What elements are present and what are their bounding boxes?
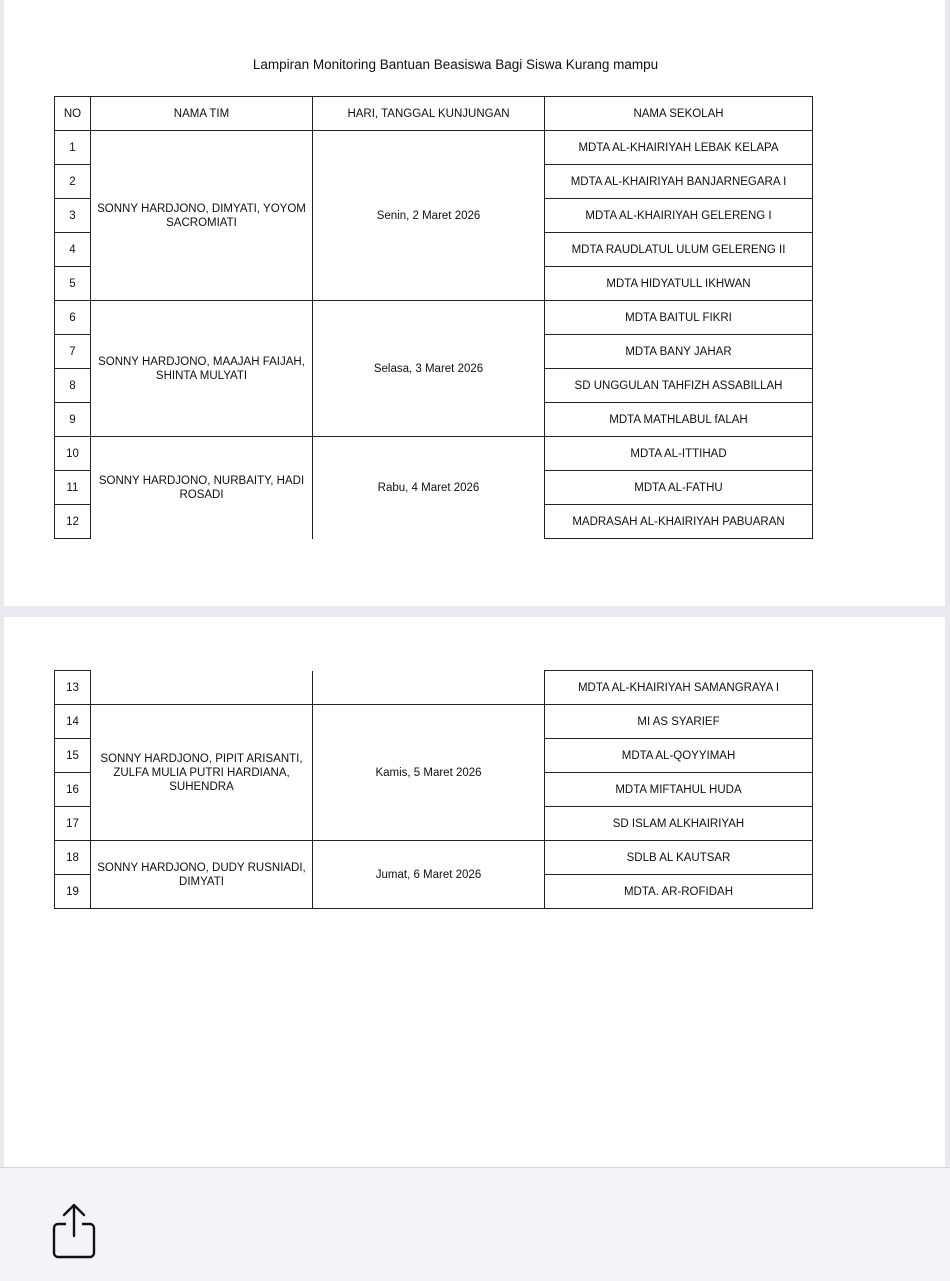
school-name: MADRASAH AL-KHAIRIYAH PABUARAN: [545, 505, 813, 539]
row-no: 13: [55, 671, 91, 705]
row-no: 10: [55, 437, 91, 471]
document-title: Lampiran Monitoring Bantuan Beasiswa Bagi Siswa Kurang mampu: [252, 57, 659, 72]
row-no: 18: [55, 841, 91, 875]
row-no: 4: [55, 233, 91, 267]
row-no: 14: [55, 705, 91, 739]
visit-date: Selasa, 3 Maret 2026: [313, 301, 545, 437]
row-no: 16: [55, 773, 91, 807]
school-name: MDTA AL-ITTIHAD: [545, 437, 813, 471]
header-nama-sekolah: NAMA SEKOLAH: [545, 97, 813, 131]
header-hari-tanggal: HARI, TANGGAL KUNJUNGAN: [313, 97, 545, 131]
school-name: MDTA. AR-ROFIDAH: [545, 875, 813, 909]
school-name: MDTA BAITUL FIKRI: [545, 301, 813, 335]
header-nama-tim: NAMA TIM: [91, 97, 313, 131]
school-name: MDTA BANY JAHAR: [545, 335, 813, 369]
table-row: [55, 131, 813, 165]
table-row: [55, 841, 813, 875]
document-page-2: [4, 617, 945, 1169]
team-names: SONNY HARDJONO, DUDY RUSNIADI, DIMYATI: [91, 841, 313, 909]
school-name: MDTA AL-KHAIRIYAH SAMANGRAYA I: [545, 671, 813, 705]
school-name: MDTA AL-FATHU: [545, 471, 813, 505]
school-name: MDTA AL-KHAIRIYAH BANJARNEGARA I: [545, 165, 813, 199]
team-names: SONNY HARDJONO, NURBAITY, HADI ROSADI: [91, 437, 313, 539]
row-no: 12: [55, 505, 91, 539]
team-names-continued: [91, 671, 313, 705]
school-name: SDLB AL KAUTSAR: [545, 841, 813, 875]
row-no: 6: [55, 301, 91, 335]
visit-date-continued: [313, 671, 545, 705]
row-no: 5: [55, 267, 91, 301]
school-name: MDTA MATHLABUL fALAH: [545, 403, 813, 437]
visit-date: Senin, 2 Maret 2026: [313, 131, 545, 301]
school-name: MDTA HIDYATULL IKHWAN: [545, 267, 813, 301]
schedule-table-page-2: [54, 670, 813, 909]
row-no: 11: [55, 471, 91, 505]
row-no: 1: [55, 131, 91, 165]
school-name: MDTA RAUDLATUL ULUM GELERENG II: [545, 233, 813, 267]
school-name: MDTA AL-KHAIRIYAH LEBAK KELAPA: [545, 131, 813, 165]
document-page-1: [4, 0, 945, 606]
row-no: 17: [55, 807, 91, 841]
visit-date: Kamis, 5 Maret 2026: [313, 705, 545, 841]
team-names: SONNY HARDJONO, DIMYATI, YOYOM SACROMIATI: [91, 131, 313, 301]
table-row: [55, 671, 813, 705]
school-name: MDTA AL-KHAIRIYAH GELERENG I: [545, 199, 813, 233]
row-no: 9: [55, 403, 91, 437]
table-header-row: [55, 97, 813, 131]
school-name: SD UNGGULAN TAHFIZH ASSABILLAH: [545, 369, 813, 403]
schedule-table-page-1: [54, 96, 813, 539]
share-button[interactable]: [50, 1200, 98, 1260]
row-no: 2: [55, 165, 91, 199]
table-row: [55, 705, 813, 739]
school-name: SD ISLAM ALKHAIRIYAH: [545, 807, 813, 841]
visit-date: Rabu, 4 Maret 2026: [313, 437, 545, 539]
team-names: SONNY HARDJONO, PIPIT ARISANTI, ZULFA MULIA PUTRI HARDIANA, SUHENDRA: [91, 705, 313, 841]
visit-date: Jumat, 6 Maret 2026: [313, 841, 545, 909]
header-no: NO: [55, 97, 91, 131]
row-no: 7: [55, 335, 91, 369]
share-icon: [50, 1200, 98, 1260]
row-no: 3: [55, 199, 91, 233]
school-name: MI AS SYARIEF: [545, 705, 813, 739]
row-no: 15: [55, 739, 91, 773]
school-name: MDTA MIFTAHUL HUDA: [545, 773, 813, 807]
table-row: [55, 301, 813, 335]
school-name: MDTA AL-QOYYIMAH: [545, 739, 813, 773]
bottom-toolbar: [0, 1167, 950, 1281]
table-row: [55, 437, 813, 471]
row-no: 8: [55, 369, 91, 403]
team-names: SONNY HARDJONO, MAAJAH FAIJAH, SHINTA MULYATI: [91, 301, 313, 437]
row-no: 19: [55, 875, 91, 909]
